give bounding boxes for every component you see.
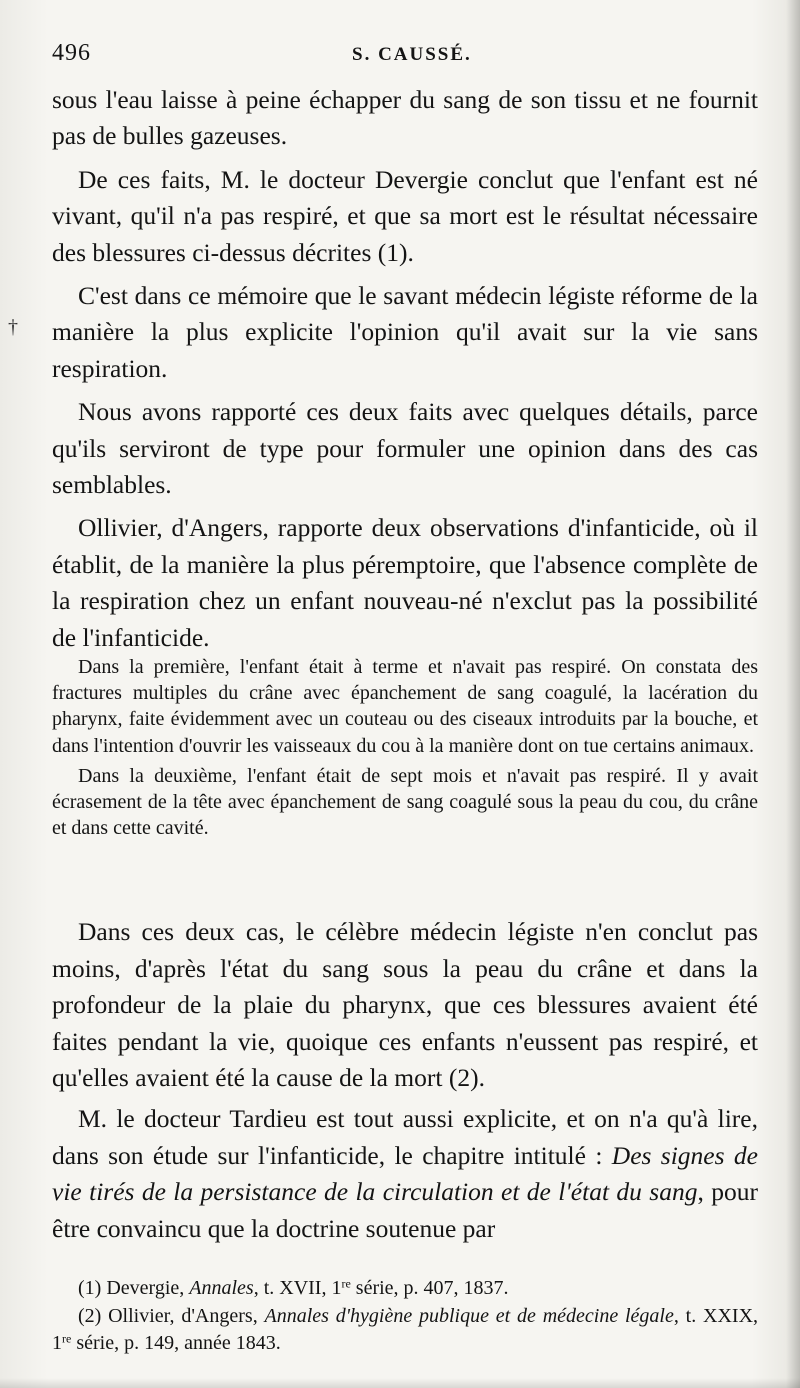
footnote-text: (1) Devergie, bbox=[78, 1277, 190, 1299]
footnote-text: série, p. 149, année 1843. bbox=[71, 1332, 281, 1354]
footnote-1 bbox=[52, 1275, 758, 1303]
small-paragraph: Dans la première, l'enfant était à terme et n'avait pas respiré. On constata des fractures multiples du crâne avec épanchement de sang coagulé, la lacération du pharynx, faite évidemment avec un couteau ou des ciseaux introduits par la bouche, et dans l'intention d'ouvrir les vaisseaux du cou à la manière dont on tue certains animaux. bbox=[52, 656, 758, 757]
small-paragraph: Dans la deuxième, l'enfant était de sept mois et n'avait pas respiré. Il y avait écrasement de la tête avec épanchement de sang coagulé sous la peau du cou, du crâne et dans cette cavité. bbox=[52, 764, 758, 840]
footnotes bbox=[52, 1275, 758, 1358]
footnote-text: série, p. 407, 1837. bbox=[350, 1277, 509, 1299]
chapter-title: Des signes de vie tirés de la persistance de la circulation et de l'état du sang bbox=[52, 1140, 758, 1207]
footnote-text: (2) Ollivier, d'Angers, bbox=[78, 1304, 265, 1327]
paragraph: Nous avons rapporté ces deux faits avec quelques détails, parce qu'ils serviront de type pour formuler une opinion dans des cas semblables. bbox=[52, 397, 758, 500]
paragraph-text: M. le docteur Tardieu est tout aussi explicite, et on n'a qu'à lire, dans son étude sur l'infanticide, le chapitre intitulé : bbox=[52, 1103, 758, 1170]
paragraph: C'est dans ce mémoire que le savant médecin légiste réforme de la manière la plus explicite l'opinion qu'il avait sur la vie sans respiration. bbox=[52, 281, 758, 383]
paragraph: Ollivier, d'Angers, rapporte deux observations d'infanticide, où il établit, de la manière la plus péremptoire, que l'absence complète de la respiration chez un enfant nouveau-né n'exclut pas la possibilité de l'infanticide. bbox=[52, 513, 758, 652]
footnote-sup: re bbox=[62, 1331, 72, 1346]
paragraph bbox=[52, 1101, 758, 1247]
footnote-text: , t. XVII, 1 bbox=[253, 1277, 342, 1299]
main-text-block-1 bbox=[52, 82, 758, 656]
observation-block bbox=[52, 654, 758, 841]
footnote-title: Annales bbox=[189, 1277, 254, 1299]
page-edge-shadow-right bbox=[786, 0, 800, 1388]
footnote-text: , t. XXIX, 1 bbox=[52, 1304, 759, 1354]
paragraph-text: , pour être convaincu que la doctrine soutenue par bbox=[52, 1177, 758, 1243]
page-number: 496 bbox=[52, 40, 91, 66]
footnote-sup: re bbox=[341, 1276, 351, 1291]
running-header bbox=[52, 40, 752, 80]
paragraph: De ces faits, M. le docteur Devergie conclut que l'enfant est né vivant, qu'il n'a pas respiré, et que sa mort est le résultat nécessaire des blessures ci-dessus décrites (1). bbox=[52, 164, 758, 267]
page-edge-shadow-bottom bbox=[0, 1378, 800, 1388]
footnote-2 bbox=[52, 1303, 758, 1358]
paragraph: Dans ces deux cas, le célèbre médecin légiste n'en conclut pas moins, d'après l'état du sang sous la peau du crâne et dans la profondeur de la plaie du pharynx, que ces blessures avaient été faites pendant la vie, quoique ces enfants n'eussent pas respiré, et qu'elles avaient été la cause de la mort (2). bbox=[52, 917, 758, 1093]
paragraph: sous l'eau laisse à peine échapper du sang de son tissu et ne fournit pas de bulles gazeuses. bbox=[52, 85, 758, 151]
margin-mark: † bbox=[8, 316, 18, 338]
main-text-block-2 bbox=[52, 914, 758, 1247]
running-title: S. CAUSSÉ. bbox=[352, 44, 472, 65]
footnote-title: Annales d'hygiène publique et de médecine légale bbox=[264, 1304, 674, 1327]
